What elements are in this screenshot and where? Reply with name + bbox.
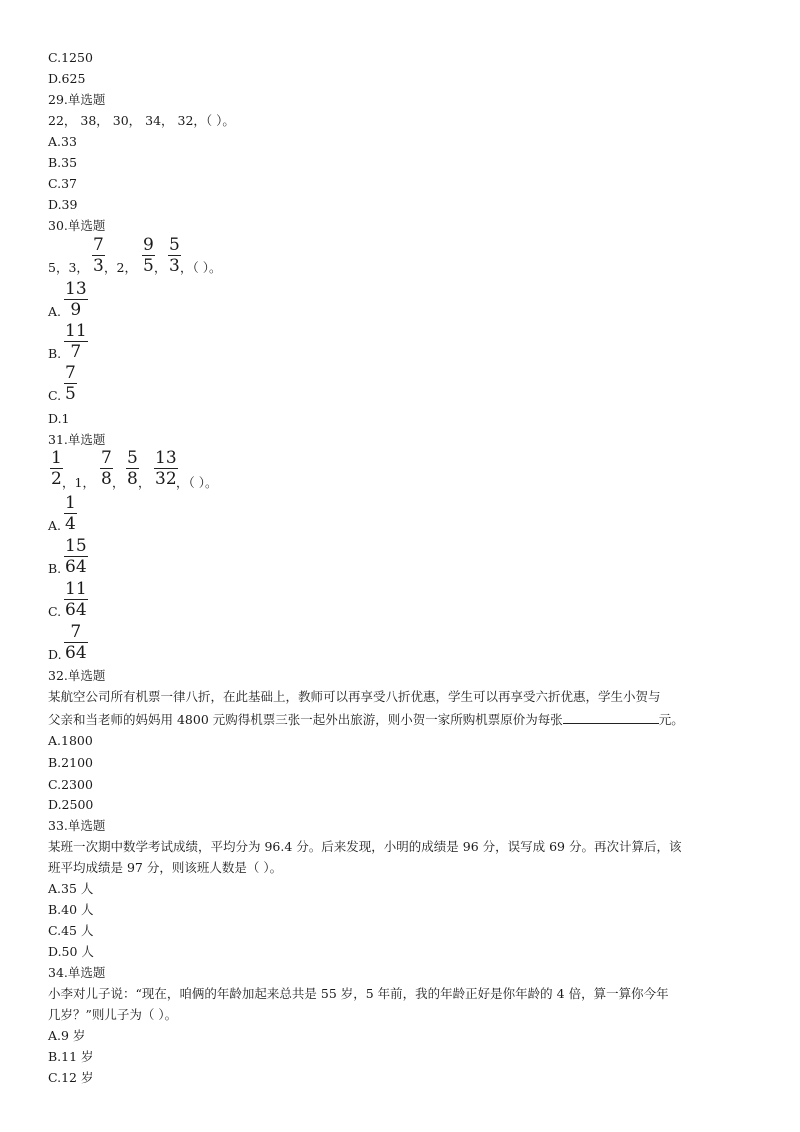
denominator: 9 [70,300,82,320]
option-fraction [64,623,88,662]
denominator: 32 [155,469,177,489]
q29-option-a: A.33 [48,134,77,149]
q34-option-a: A.9 岁 [48,1028,86,1043]
denominator: 8 [127,469,138,489]
q32-option-a: A.1800 [48,733,93,748]
q30-header: 30.单选题 [48,218,106,233]
q33-option-a: A.35 人 [48,881,94,896]
q32-stem-line-2 [48,711,684,728]
q31-option-c [48,580,108,620]
q34-option-b: B.11 岁 [48,1049,94,1064]
q30-fraction-3 [168,236,181,275]
q31-option-b [48,537,108,577]
q34-option-c: C.12 岁 [48,1070,94,1085]
denominator: 7 [70,342,82,362]
q32-option-d: D.2500 [48,797,94,812]
option-fraction [64,494,77,533]
option-label: C. [48,604,62,619]
q33-stem-line-2: 班平均成绩是 97 分，则该班人数是（ ）。 [48,860,283,875]
q29-stem: 22， 38， 30， 34， 32，（ ）。 [48,113,235,128]
numerator: 15 [65,536,87,556]
q30-stem-text-2: ，2， [104,260,137,275]
numerator: 11 [65,321,87,341]
denominator: 4 [65,514,76,534]
numerator: 7 [101,448,112,468]
q32-option-c: C.2300 [48,777,93,792]
denominator: 64 [65,600,87,620]
q31-stem-text-2: ， [112,475,125,490]
denominator: 5 [65,384,76,404]
q29-option-c: C.37 [48,176,77,191]
q33-option-d: D.50 人 [48,944,94,959]
option-fraction [64,537,88,576]
option-label: C. [48,388,62,403]
numerator: 1 [51,448,62,468]
denominator: 2 [51,469,62,489]
q30-option-a [48,280,108,320]
option-fraction [64,580,88,619]
q30-fraction-2 [142,236,155,275]
option-fraction [64,322,88,361]
numerator: 7 [93,235,104,255]
q31-stem-text-1: ，1， [62,475,95,490]
q30-stem-text-4: ，（ ）。 [180,260,222,275]
numerator: 7 [70,622,82,642]
numerator: 13 [155,448,177,468]
q31-fraction-1 [50,449,63,488]
q34-stem-line-1: 小李对儿子说：“现在，咱俩的年龄加起来总共是 55 岁，5 年前，我的年龄正好是你年龄的 4 倍，算一算你今年 [48,986,669,1001]
q31-fraction-2 [100,449,113,488]
q32-option-b: B.2100 [48,755,93,770]
option-fraction [64,364,77,403]
denominator: 64 [65,557,87,577]
denominator: 5 [143,256,154,276]
q29-option-b: B.35 [48,155,78,170]
numerator: 1 [65,493,76,513]
q32-stem-unit: 元。 [658,712,684,727]
q30-option-d: D.1 [48,411,70,426]
q33-stem-line-1: 某班一次期中数学考试成绩，平均分为 96.4 分。后来发现，小明的成绩是 96 分，误写成 69 分。再次计算后，该 [48,839,682,854]
q30-stem [48,236,748,276]
q31-fraction-3 [126,449,139,488]
denominator: 64 [65,643,87,663]
numerator: 5 [169,235,180,255]
q30-option-b [48,322,108,362]
q29-option-d: D.39 [48,197,78,212]
option-label: B. [48,561,62,576]
denominator: 3 [93,256,104,276]
option-label: A. [48,518,62,533]
q34-stem-line-2: 几岁？”则儿子为（ ）。 [48,1007,178,1022]
q33-header: 33.单选题 [48,818,106,833]
q32-stem-line-1: 某航空公司所有机票一律八折，在此基础上，教师可以再享受八折优惠，学生可以再享受六折优惠，学生小贺与 [48,689,661,704]
numerator: 7 [65,363,76,383]
q32-stem-text: 父亲和当老师的妈妈用 4800 元购得机票三张一起外出旅游，则小贺一家所购机票原价为每张 [48,712,563,727]
q33-option-c: C.45 人 [48,923,94,938]
q28-option-d: D.625 [48,71,86,86]
numerator: 13 [65,279,87,299]
q31-option-a [48,494,108,534]
q30-stem-text-1: 5，3， [48,260,89,275]
q31-header: 31.单选题 [48,432,106,447]
q30-stem-text-3: ， [154,260,167,275]
q29-header: 29.单选题 [48,92,106,107]
q33-option-b: B.40 人 [48,902,94,917]
q32-header: 32.单选题 [48,668,106,683]
option-fraction [64,280,88,319]
q34-header: 34.单选题 [48,965,106,980]
q31-stem-text-3: ， [138,475,151,490]
q30-option-c [48,364,108,404]
numerator: 11 [65,579,87,599]
numerator: 9 [143,235,154,255]
q31-fraction-4 [154,449,178,488]
denominator: 8 [101,469,112,489]
option-label: B. [48,346,62,361]
q30-fraction-1 [92,236,105,275]
numerator: 5 [127,448,138,468]
denominator: 3 [169,256,180,276]
q31-stem [48,449,748,489]
q31-stem-text-4: ，（ ）。 [176,475,218,490]
answer-blank [563,711,659,724]
q31-option-d [48,623,108,663]
q28-option-c: C.1250 [48,50,93,65]
option-label: D. [48,647,62,662]
option-label: A. [48,304,62,319]
